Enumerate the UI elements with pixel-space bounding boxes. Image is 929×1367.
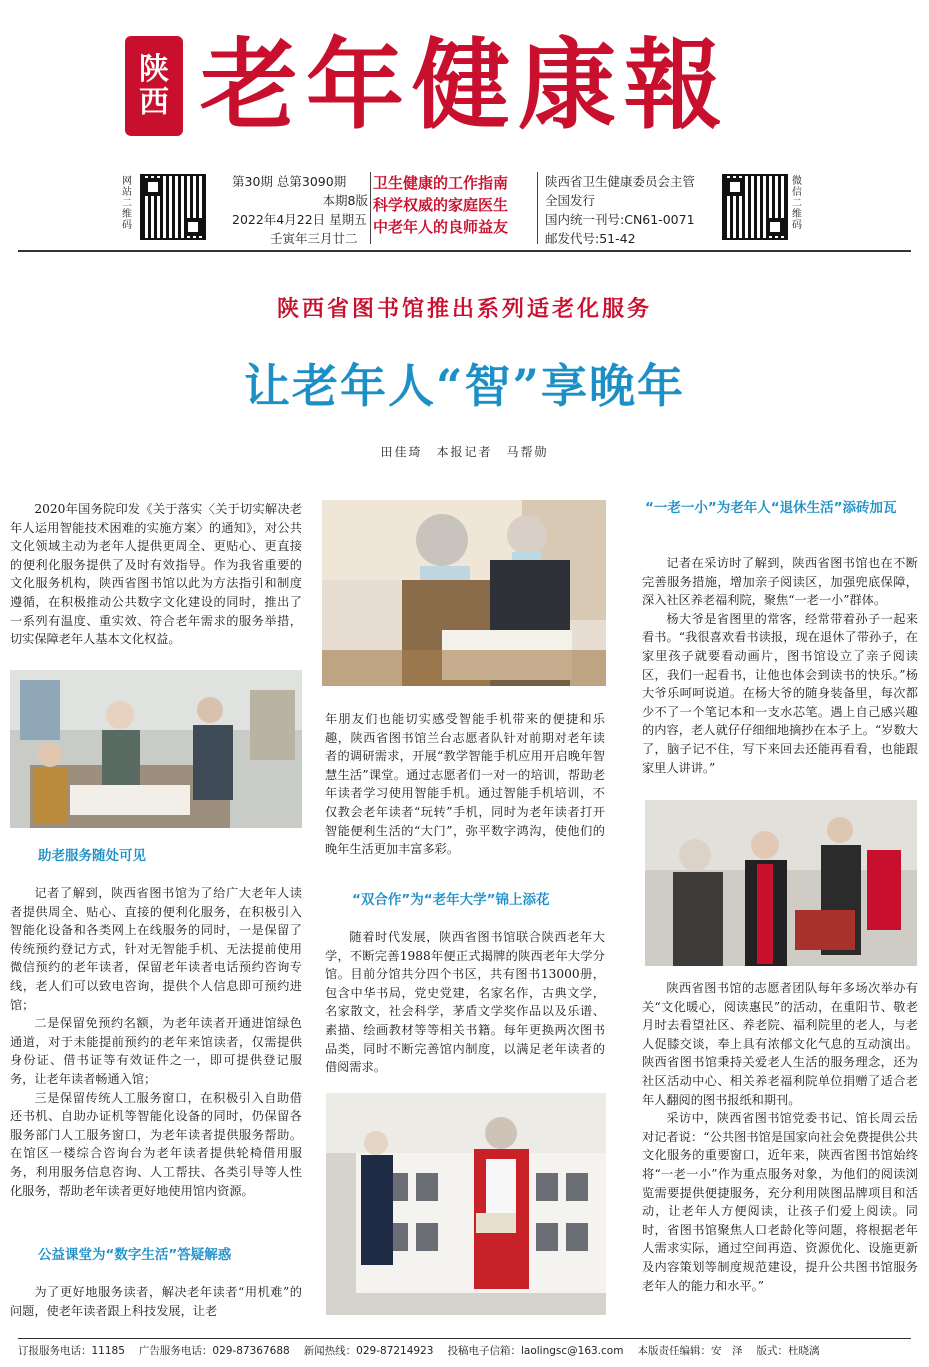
left-qr-label: 网站二维码	[122, 176, 132, 231]
masthead-title: 老年健康報	[200, 28, 731, 143]
paragraph: 二是保留免预约名额，为老年读者开通进馆绿色通道，对于未能提前预约的老年来馆读者，仅需提供身份证、借书证等有效证件之一，即可提供登记服务，让老年读者畅通入馆；	[10, 1016, 302, 1086]
seal-char-2: 西	[139, 85, 169, 120]
masthead-seal	[125, 36, 183, 136]
seal-char-1: 陕	[139, 52, 169, 87]
right-qr-label: 微信二维码	[792, 176, 802, 231]
footer	[18, 1338, 911, 1361]
footer-email: 投稿电子信箱：laolingsc@163.com	[447, 1345, 624, 1357]
divider	[537, 172, 538, 244]
publisher-line-4: 邮发代号:51-42	[545, 231, 636, 246]
col2-body	[325, 710, 605, 859]
paragraph: 三是保留传统人工服务窗口，在积极引入自助借还书机、自助办证机等智能化设备的同时，仍保留各服务部门人工服务窗口，为老年读者提供服务帮助。在馆区一楼综合咨询台为老年读者提供轮椅借用服务，利用服务信息咨询、人工帮扶、各类引导等人性化服务，帮助老年读者更好地使用馆内资源。	[10, 1090, 302, 1198]
paragraph: 采访中，陕西省图书馆党委书记、馆长周云岳对记者说：“公共图书馆是国家向社会免费提供公共文化服务的重要窗口，近年来，陕西省图书馆始终将“一老一小”作为重点服务对象，为他们的阅读浏览需要提供便捷服务，充分利用陕图品牌项目和活动，让老年人方便阅读，让孩子们爱上阅读。同时，省图书馆聚焦人口老龄化等问题，将根据老年人需求实际，通过空间再造、资源优化、设施更新及内容策划等制度规范建设，提升公共图书馆服务老年人的能力和水平。”	[642, 1111, 918, 1293]
subhead-4: “一老一小”为老年人“退休生活”添砖加瓦	[645, 500, 897, 516]
slogan-3: 中老年人的良师益友	[373, 218, 509, 236]
col1-body	[10, 884, 302, 1200]
photo-bookshelves	[326, 1093, 606, 1315]
footer-ads: 广告服务电话：029-87367688	[138, 1345, 290, 1357]
divider	[370, 172, 371, 244]
col1-intro	[10, 500, 302, 649]
footer-news: 新闻热线：029-87214923	[303, 1345, 434, 1357]
issue-number: 第30期 总第3090期	[232, 174, 347, 189]
article-byline: 田佳琦 本报记者 马帮勋	[380, 445, 549, 459]
paragraph: 杨大爷是省图里的常客，经常带着孙子一起来看书。“我很喜欢看书读报，现在退休了带孙子，在家里孩子就要看动画片，图书馆设立了亲子阅读区，我们一起看书，让他也体会到读书的快乐。”杨大爷乐呵呵说道。在杨大爷的随身装备里，每次都少不了一个笔记本和一支水芯笔。遇上自己感兴趣的内容，老人就仔仔细细地摘抄在本子上。“岁数大了，脑子记不住，写下来回去还能再看看，也能跟家里人讲讲。”	[642, 611, 918, 775]
paragraph: 年朋友们也能切实感受智能手机带来的便捷和乐趣，陕西省图书馆兰台志愿者队针对前期对老年读者的调研需求，开展“教学智能手机应用开启晚年智慧生活”课堂。通过志愿者们一对一的培训，帮助老年读者学习使用智能手机。通过智能手机培训，不仅教会老年读者“玩转”手机，同时为老年读者打开智能便利生活的“大门”，弥平数字鸿沟，使他们的晚年生活更加丰富多彩。	[325, 712, 605, 857]
paragraph: 为了更好地服务读者，解决老年读者“用机难”的问题，使老年读者跟上科技发展，让老	[10, 1285, 302, 1318]
photo-reading-room	[10, 670, 302, 828]
paragraph: 记者在采访时了解到，陕西省图书馆也在不断完善服务措施，增加亲子阅读区，加强兜底保障，深入社区养老福利院，聚焦“一老一小”群体。	[642, 556, 918, 608]
publisher-line-1: 陕西省卫生健康委员会主管	[545, 174, 696, 189]
slogan-1: 卫生健康的工作指南	[373, 174, 509, 192]
photo-volunteer-class	[322, 500, 606, 686]
footer-layout: 版式：杜晓漓	[756, 1345, 820, 1357]
col3-body-2	[642, 979, 918, 1295]
issue-info	[232, 172, 372, 248]
paragraph: 记者了解到，陕西省图书馆为了给广大老年人读者提供周全、贴心、直接的便利化服务，在积极引入智能化设备和各类网上在线服务的同时，一是保留了传统预约登记方式，针对无智能手机、无法提前使用微信预约的老年读者，保留老年读者电话预约咨询专线，老人们可以致电咨询，提供个人信息即可预约进馆；	[10, 886, 302, 1012]
slogans	[373, 172, 533, 238]
article-headline: 让老年人“智”享晚年	[244, 359, 685, 413]
issue-lunar: 壬寅年三月廿二	[270, 231, 358, 246]
col1-tail	[10, 1283, 302, 1320]
publisher-line-2: 全国发行	[545, 193, 596, 208]
publisher-line-3: 国内统一刊号:CN61-0071	[545, 212, 695, 227]
qr-code-icon	[722, 174, 788, 240]
slogan-2: 科学权威的家庭医生	[373, 196, 509, 214]
footer-subscribe: 订报服务电话：11185	[18, 1345, 125, 1357]
publisher-info	[545, 172, 715, 248]
masthead-rule	[18, 250, 911, 252]
qr-code-icon	[140, 174, 206, 240]
subhead-2: 公益课堂为“数字生活”答疑解惑	[38, 1247, 232, 1263]
paragraph: 随着时代发展，陕西省图书馆联合陕西老年大学，不断完善1988年便正式揭牌的陕西老年大学分馆。目前分馆共分四个书区，共有图书13000册，包含中华书局，党史党建，名家名作，古典文学，名家散文，社会科学，茅盾文学奖作品以及乐谱、素描、绘画教材等等相关书籍。每年更换两次图书品类，同时不断完善馆内制度，以满足老年读者的借阅需求。	[325, 930, 605, 1075]
footer-editor: 本版责任编辑：安 泽	[637, 1345, 743, 1357]
issue-pages: 本期8版	[322, 193, 368, 208]
subhead-1: 助老服务随处可见	[38, 848, 146, 864]
col3-body	[642, 554, 918, 777]
col2-body-2	[325, 928, 605, 1077]
article-kicker: 陕西省图书馆推出系列适老化服务	[276, 296, 652, 322]
subhead-3: “双合作”为“老年大学”锦上添花	[352, 892, 550, 908]
issue-date: 2022年4月22日 星期五	[232, 212, 367, 227]
photo-volunteer-visit	[645, 800, 917, 966]
paragraph: 2020年国务院印发《关于落实〈关于切实解决老年人运用智能技术困难的实施方案〉的通知》，对公共文化领域主动为老年人提供更周全、更贴心、更直接的便利化服务提供了及时有效指导。作为我省重要的文化服务机构，陕西省图书馆以此为方法指引和制度遵循，在积极推动公共数字文化建设的同时，推出了一系列有温度、重实效、符合老年需求的服务举措，切实保障老年人基本文化权益。	[10, 502, 302, 647]
paragraph: 陕西省图书馆的志愿者团队每年多场次举办有关“文化暖心，阅读惠民”的活动，在重阳节、敬老月时去看望社区、养老院、福利院里的老人，与老人促膝交谈，奉上具有浓郁文化气息的互动演出。陕西省图书馆秉持关爱老人生活的服务理念，还为社区活动中心、相关养老福利院单位捐赠了适合老年人翻阅的图书报纸和期刊。	[642, 981, 918, 1107]
